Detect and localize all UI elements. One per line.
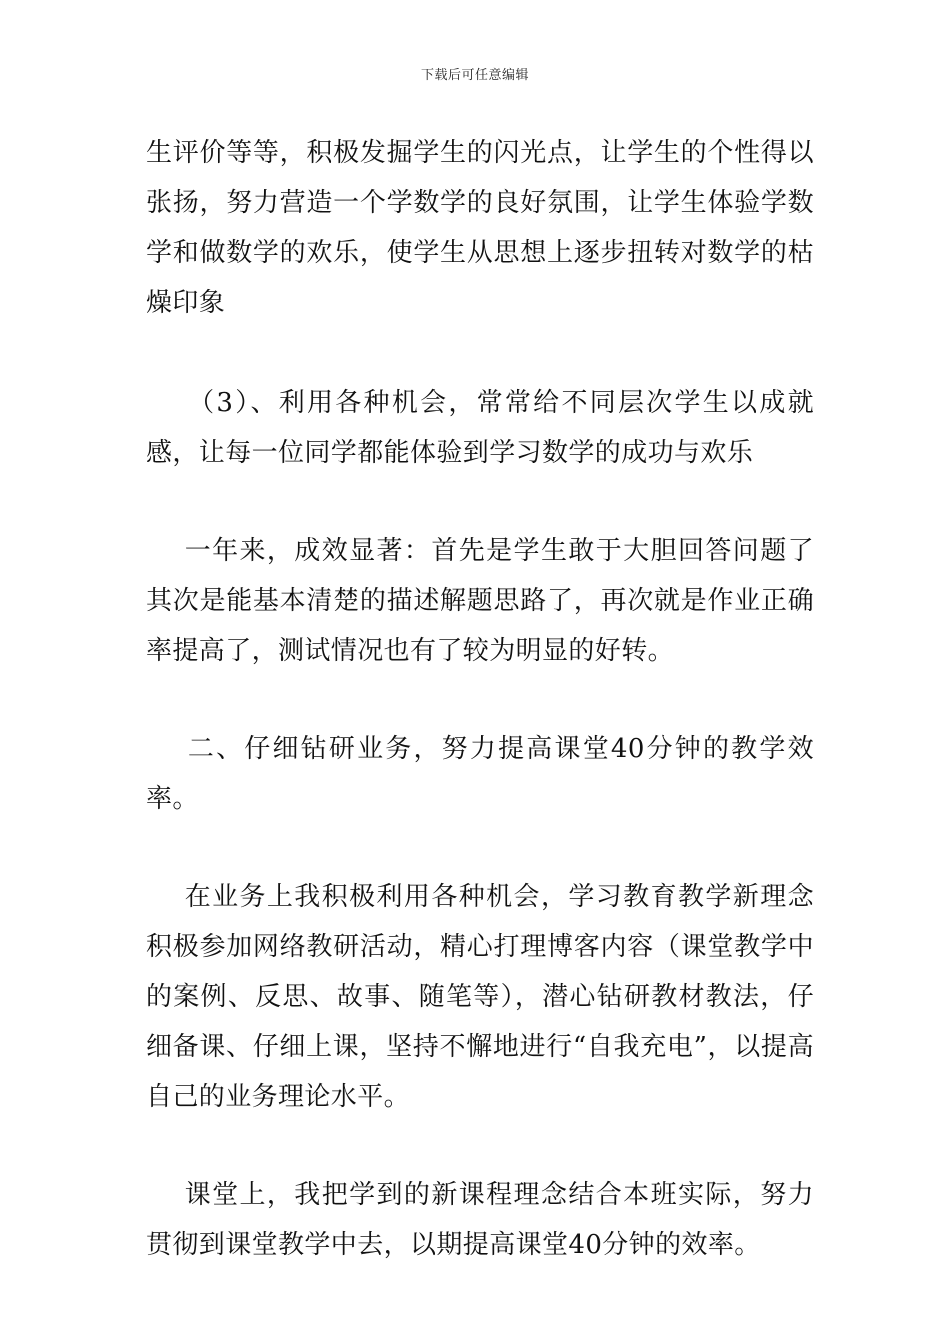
paragraph-spacer (146, 478, 814, 526)
paragraph-spacer (146, 1122, 814, 1170)
paragraph-results: 一年来，成效显著：首先是学生敢于大胆回答问题了其次是能基本清楚的描述解题思路了，再次就是作业正确率提高了，测试情况也有了较为明显的好转。 (146, 536, 814, 666)
section-heading-two: 二、仔细钻研业务，努力提高课堂40分钟的教学效率。 (146, 734, 814, 814)
document-body (146, 128, 814, 1270)
paragraph-evaluation: 生评价等等，积极发掘学生的闪光点，让学生的个性得以张扬，努力营造一个学数学的良好氛围，让学生体验学数学和做数学的欢乐，使学生从思想上逐步扭转对数学的枯燥印象 (146, 138, 814, 318)
paragraph-point-3: （3）、利用各种机会，常常给不同层次学生以成就感，让每一位同学都能体验到学习数学的成功与欢乐 (146, 388, 814, 468)
paragraph-spacer (146, 676, 814, 724)
paragraph-professional-study: 在业务上我积极利用各种机会，学习教育教学新理念积极参加网络教研活动，精心打理博客内容（课堂教学中的案例、反思、故事、随笔等），潜心钻研教材教法，仔细备课、仔细上课，坚持不懈地进行“自我充电”，以提高自己的业务理论水平。 (146, 882, 814, 1112)
page-header: 下载后可任意编辑 (420, 68, 529, 83)
paragraph-spacer (146, 824, 814, 872)
paragraph-spacer (146, 328, 814, 378)
paragraph-classroom: 课堂上，我把学到的新课程理念结合本班实际，努力贯彻到课堂教学中去，以期提高课堂40分钟的效率。 (146, 1180, 814, 1260)
